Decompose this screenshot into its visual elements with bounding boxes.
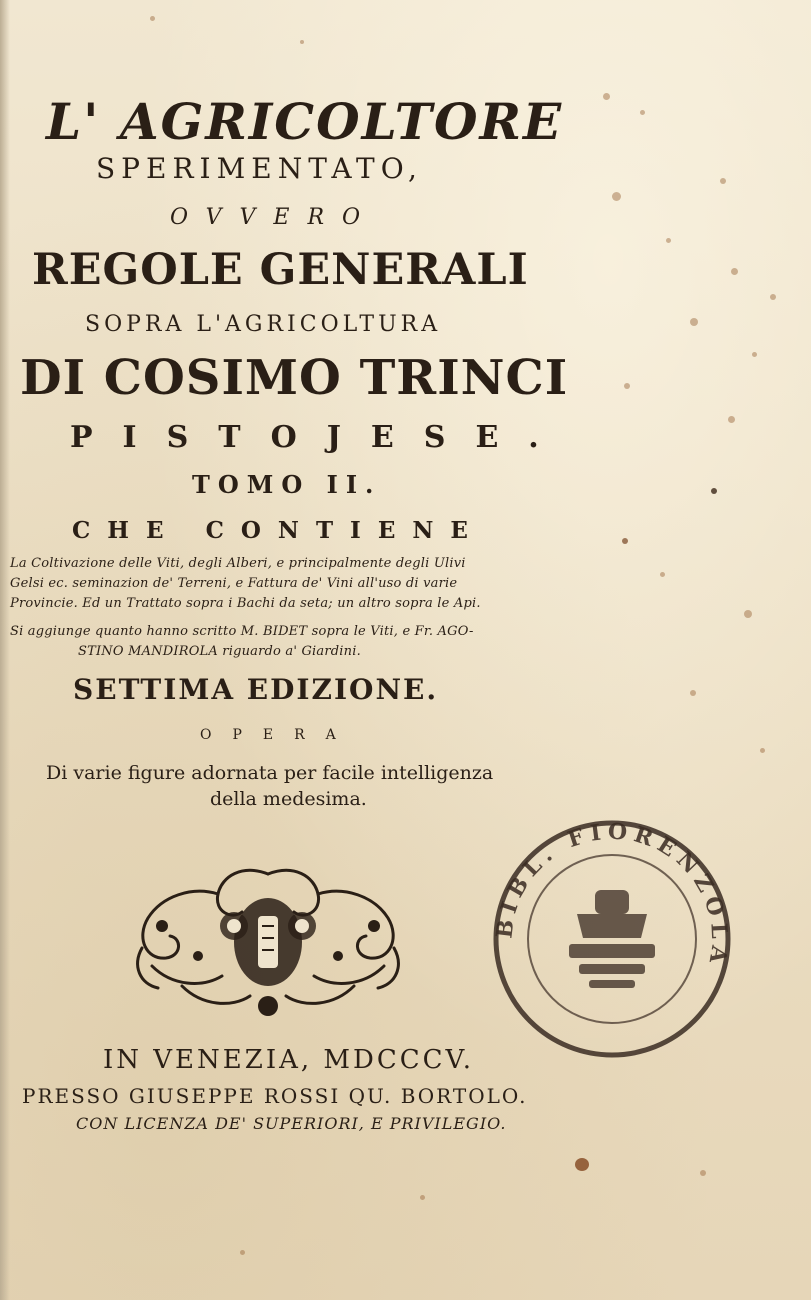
edition-statement: SETTIMA EDIZIONE. <box>73 673 439 706</box>
title-line-5: SOPRA L'AGRICOLTURA <box>85 312 442 337</box>
addition-line-2: STINO MANDIROLA riguardo a' Giardini. <box>78 644 361 659</box>
imprint-place: IN VENEZIA, MDCCCV. <box>103 1045 475 1075</box>
contents-heading: CHE CONTIENE <box>72 517 485 544</box>
title-line-2: SPERIMENTATO, <box>96 152 423 185</box>
printers-device-ornament <box>122 856 414 1022</box>
imprint-printer: PRESSO GIUSEPPE ROSSI QU. BORTOLO. <box>22 1084 528 1108</box>
title-line-1: L' AGRICOLTORE <box>46 92 564 151</box>
contents-line-3: Provincie. Ed un Trattato sopra i Bachi da seta; un altro sopra le Api. <box>10 596 481 611</box>
opera-label: OPERA <box>200 727 357 743</box>
figures-line-1: Di varie figure adornata per facile intelligenza <box>46 762 494 784</box>
contents-line-1: La Coltivazione delle Viti, degli Alberi, e principalmente degli Ulivi <box>10 556 466 571</box>
addition-line-1: Si aggiunge quanto hanno scritto M. BIDET sopra le Viti, e Fr. AGO- <box>10 624 474 639</box>
title-line-3: OVVERO <box>170 205 379 230</box>
author-line: DI COSIMO TRINCI <box>20 350 569 406</box>
author-origin: PISTOJESE. <box>70 420 569 455</box>
library-stamp <box>491 818 733 1060</box>
volume-number: TOMO II. <box>192 470 382 499</box>
title-line-4: REGOLE GENERALI <box>32 245 529 295</box>
figures-line-2: della medesima. <box>210 788 367 810</box>
stamp-text: BIBL. FIORENZOLA <box>491 818 733 971</box>
imprint-license: CON LICENZA DE' SUPERIORI, E PRIVILEGIO. <box>76 1114 507 1133</box>
contents-line-2: Gelsi ec. seminazion de' Terreni, e Fattura de' Vini all'uso di varie <box>10 576 458 591</box>
